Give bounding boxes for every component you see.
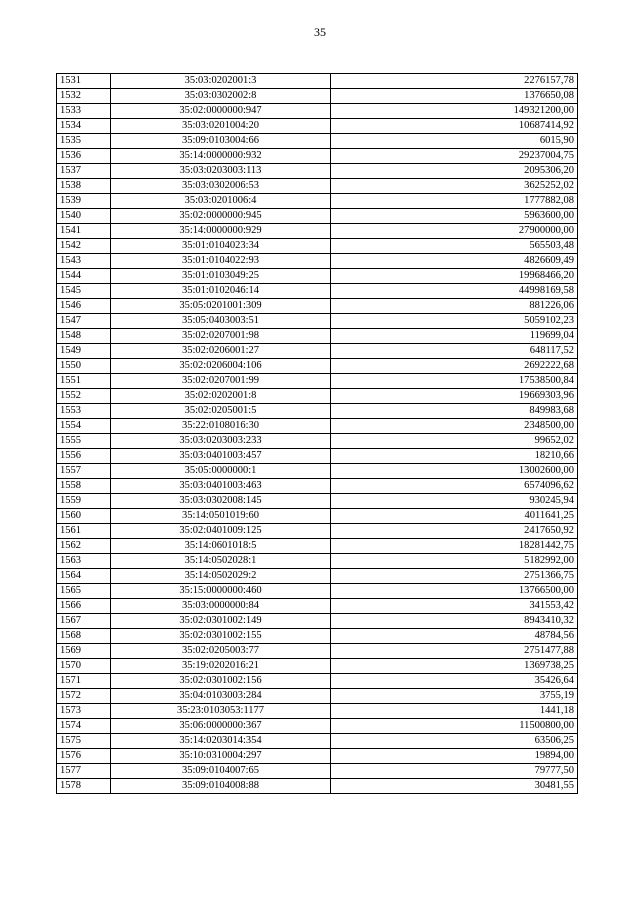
row-number-cell: 1558 — [57, 479, 111, 494]
row-number-cell: 1578 — [57, 779, 111, 794]
row-number-cell: 1551 — [57, 374, 111, 389]
table-row — [57, 524, 578, 539]
table-row — [57, 269, 578, 284]
row-number-cell: 1575 — [57, 734, 111, 749]
row-number-cell: 1577 — [57, 764, 111, 779]
row-number-cell: 1534 — [57, 119, 111, 134]
table-row — [57, 119, 578, 134]
table-row — [57, 329, 578, 344]
cadastral-number-cell: 35:01:0103049:25 — [111, 269, 331, 284]
cadastral-number-cell: 35:09:0103004:66 — [111, 134, 331, 149]
cadastral-value-cell: 1376650,08 — [331, 89, 578, 104]
cadastral-number-cell: 35:05:0201001:309 — [111, 299, 331, 314]
cadastral-number-cell: 35:01:0104022:93 — [111, 254, 331, 269]
cadastral-value-cell: 19894,00 — [331, 749, 578, 764]
row-number-cell: 1549 — [57, 344, 111, 359]
table-row — [57, 704, 578, 719]
cadastral-value-cell: 6574096,62 — [331, 479, 578, 494]
row-number-cell: 1574 — [57, 719, 111, 734]
cadastral-value-cell: 1441,18 — [331, 704, 578, 719]
table-row — [57, 359, 578, 374]
cadastral-number-cell: 35:02:0000000:945 — [111, 209, 331, 224]
row-number-cell: 1571 — [57, 674, 111, 689]
table-row — [57, 779, 578, 794]
page-number: 35 — [314, 25, 326, 39]
row-number-cell: 1543 — [57, 254, 111, 269]
cadastral-number-cell: 35:09:0104007:65 — [111, 764, 331, 779]
row-number-cell: 1553 — [57, 404, 111, 419]
cadastral-value-cell: 4011641,25 — [331, 509, 578, 524]
row-number-cell: 1560 — [57, 509, 111, 524]
cadastral-value-cell: 3755,19 — [331, 689, 578, 704]
table-row — [57, 629, 578, 644]
cadastral-number-cell: 35:02:0205001:5 — [111, 404, 331, 419]
cadastral-value-cell: 930245,94 — [331, 494, 578, 509]
table-row — [57, 734, 578, 749]
cadastral-value-cell: 2692222,68 — [331, 359, 578, 374]
table-row — [57, 569, 578, 584]
row-number-cell: 1542 — [57, 239, 111, 254]
table-row — [57, 89, 578, 104]
row-number-cell: 1563 — [57, 554, 111, 569]
row-number-cell: 1531 — [57, 74, 111, 89]
table-row — [57, 134, 578, 149]
table-row — [57, 284, 578, 299]
cadastral-value-cell: 149321200,00 — [331, 104, 578, 119]
cadastral-value-cell: 63506,25 — [331, 734, 578, 749]
cadastral-value-cell: 30481,55 — [331, 779, 578, 794]
cadastral-value-cell: 849983,68 — [331, 404, 578, 419]
row-number-cell: 1561 — [57, 524, 111, 539]
cadastral-number-cell: 35:04:0103003:284 — [111, 689, 331, 704]
cadastral-value-cell: 19669303,96 — [331, 389, 578, 404]
cadastral-number-cell: 35:02:0202001:8 — [111, 389, 331, 404]
table-row — [57, 164, 578, 179]
cadastral-number-cell: 35:03:0302002:8 — [111, 89, 331, 104]
row-number-cell: 1541 — [57, 224, 111, 239]
cadastral-number-cell: 35:02:0206001:27 — [111, 344, 331, 359]
table-row — [57, 344, 578, 359]
cadastral-number-cell: 35:02:0000000:947 — [111, 104, 331, 119]
table-row — [57, 254, 578, 269]
row-number-cell: 1569 — [57, 644, 111, 659]
cadastral-value-table — [56, 73, 578, 794]
table-row — [57, 494, 578, 509]
table-row — [57, 224, 578, 239]
table-row — [57, 674, 578, 689]
row-number-cell: 1538 — [57, 179, 111, 194]
cadastral-number-cell: 35:02:0401009:125 — [111, 524, 331, 539]
cadastral-value-cell: 29237004,75 — [331, 149, 578, 164]
table-row — [57, 719, 578, 734]
table-row — [57, 659, 578, 674]
row-number-cell: 1572 — [57, 689, 111, 704]
cadastral-number-cell: 35:02:0205003:77 — [111, 644, 331, 659]
cadastral-value-cell: 19968466,20 — [331, 269, 578, 284]
cadastral-value-cell: 881226,06 — [331, 299, 578, 314]
cadastral-number-cell: 35:14:0502028:1 — [111, 554, 331, 569]
cadastral-value-cell: 565503,48 — [331, 239, 578, 254]
cadastral-number-cell: 35:06:0000000:367 — [111, 719, 331, 734]
cadastral-value-cell: 2417650,92 — [331, 524, 578, 539]
cadastral-number-cell: 35:02:0301002:156 — [111, 674, 331, 689]
table-row — [57, 539, 578, 554]
cadastral-number-cell: 35:14:0000000:932 — [111, 149, 331, 164]
row-number-cell: 1536 — [57, 149, 111, 164]
row-number-cell: 1545 — [57, 284, 111, 299]
table-row — [57, 644, 578, 659]
table-row — [57, 179, 578, 194]
table-row — [57, 389, 578, 404]
row-number-cell: 1555 — [57, 434, 111, 449]
row-number-cell: 1552 — [57, 389, 111, 404]
cadastral-value-cell: 18281442,75 — [331, 539, 578, 554]
table-row — [57, 479, 578, 494]
table-row — [57, 509, 578, 524]
row-number-cell: 1556 — [57, 449, 111, 464]
cadastral-number-cell: 35:14:0501019:60 — [111, 509, 331, 524]
cadastral-number-cell: 35:14:0203014:354 — [111, 734, 331, 749]
row-number-cell: 1554 — [57, 419, 111, 434]
table-row — [57, 299, 578, 314]
cadastral-value-cell: 10687414,92 — [331, 119, 578, 134]
row-number-cell: 1535 — [57, 134, 111, 149]
cadastral-number-cell: 35:03:0202001:3 — [111, 74, 331, 89]
row-number-cell: 1540 — [57, 209, 111, 224]
cadastral-value-cell: 13766500,00 — [331, 584, 578, 599]
row-number-cell: 1576 — [57, 749, 111, 764]
row-number-cell: 1573 — [57, 704, 111, 719]
cadastral-number-cell: 35:09:0104008:88 — [111, 779, 331, 794]
row-number-cell: 1533 — [57, 104, 111, 119]
row-number-cell: 1547 — [57, 314, 111, 329]
cadastral-number-cell: 35:10:0310004:297 — [111, 749, 331, 764]
cadastral-value-cell: 13002600,00 — [331, 464, 578, 479]
row-number-cell: 1546 — [57, 299, 111, 314]
cadastral-value-cell: 8943410,32 — [331, 614, 578, 629]
table-row — [57, 599, 578, 614]
cadastral-value-cell: 3625252,02 — [331, 179, 578, 194]
cadastral-value-cell: 5182992,00 — [331, 554, 578, 569]
row-number-cell: 1550 — [57, 359, 111, 374]
cadastral-number-cell: 35:03:0401003:457 — [111, 449, 331, 464]
cadastral-value-cell: 1777882,08 — [331, 194, 578, 209]
row-number-cell: 1537 — [57, 164, 111, 179]
cadastral-value-cell: 5963600,00 — [331, 209, 578, 224]
table-row — [57, 209, 578, 224]
cadastral-value-cell: 35426,64 — [331, 674, 578, 689]
row-number-cell: 1557 — [57, 464, 111, 479]
cadastral-number-cell: 35:02:0206004:106 — [111, 359, 331, 374]
cadastral-value-cell: 79777,50 — [331, 764, 578, 779]
row-number-cell: 1564 — [57, 569, 111, 584]
cadastral-number-cell: 35:22:0108016:30 — [111, 419, 331, 434]
cadastral-number-cell: 35:03:0201006:4 — [111, 194, 331, 209]
table-row — [57, 449, 578, 464]
cadastral-value-cell: 341553,42 — [331, 599, 578, 614]
cadastral-number-cell: 35:14:0601018:5 — [111, 539, 331, 554]
cadastral-number-cell: 35:03:0302006:53 — [111, 179, 331, 194]
cadastral-number-cell: 35:19:0202016:21 — [111, 659, 331, 674]
table-row — [57, 749, 578, 764]
cadastral-value-cell: 6015,90 — [331, 134, 578, 149]
table-row — [57, 239, 578, 254]
cadastral-number-cell: 35:02:0301002:155 — [111, 629, 331, 644]
table-row — [57, 404, 578, 419]
row-number-cell: 1532 — [57, 89, 111, 104]
cadastral-number-cell: 35:03:0203003:113 — [111, 164, 331, 179]
cadastral-number-cell: 35:23:0103053:1177 — [111, 704, 331, 719]
table-row — [57, 419, 578, 434]
row-number-cell: 1566 — [57, 599, 111, 614]
cadastral-value-cell: 11500800,00 — [331, 719, 578, 734]
table-row — [57, 104, 578, 119]
table-row — [57, 689, 578, 704]
cadastral-value-cell: 99652,02 — [331, 434, 578, 449]
cadastral-number-cell: 35:05:0000000:1 — [111, 464, 331, 479]
cadastral-number-cell: 35:14:0502029:2 — [111, 569, 331, 584]
table-row — [57, 554, 578, 569]
row-number-cell: 1544 — [57, 269, 111, 284]
cadastral-number-cell: 35:15:0000000:460 — [111, 584, 331, 599]
cadastral-value-cell: 648117,52 — [331, 344, 578, 359]
table-body — [57, 74, 578, 794]
cadastral-number-cell: 35:03:0000000:84 — [111, 599, 331, 614]
table-row — [57, 434, 578, 449]
row-number-cell: 1562 — [57, 539, 111, 554]
cadastral-number-cell: 35:01:0102046:14 — [111, 284, 331, 299]
table-row — [57, 764, 578, 779]
cadastral-number-cell: 35:03:0201004:20 — [111, 119, 331, 134]
cadastral-number-cell: 35:03:0203003:233 — [111, 434, 331, 449]
cadastral-value-cell: 5059102,23 — [331, 314, 578, 329]
row-number-cell: 1565 — [57, 584, 111, 599]
cadastral-number-cell: 35:03:0302008:145 — [111, 494, 331, 509]
cadastral-value-cell: 2095306,20 — [331, 164, 578, 179]
cadastral-number-cell: 35:02:0207001:99 — [111, 374, 331, 389]
cadastral-value-cell: 2751366,75 — [331, 569, 578, 584]
table-row — [57, 149, 578, 164]
cadastral-value-cell: 48784,56 — [331, 629, 578, 644]
row-number-cell: 1559 — [57, 494, 111, 509]
table-row — [57, 464, 578, 479]
table-row — [57, 374, 578, 389]
cadastral-value-cell: 17538500,84 — [331, 374, 578, 389]
table-row — [57, 614, 578, 629]
row-number-cell: 1568 — [57, 629, 111, 644]
cadastral-number-cell: 35:05:0403003:51 — [111, 314, 331, 329]
table-row — [57, 74, 578, 89]
cadastral-value-cell: 1369738,25 — [331, 659, 578, 674]
cadastral-number-cell: 35:02:0207001:98 — [111, 329, 331, 344]
cadastral-value-cell: 18210,66 — [331, 449, 578, 464]
cadastral-number-cell: 35:02:0301002:149 — [111, 614, 331, 629]
table-row — [57, 194, 578, 209]
cadastral-number-cell: 35:03:0401003:463 — [111, 479, 331, 494]
row-number-cell: 1570 — [57, 659, 111, 674]
row-number-cell: 1567 — [57, 614, 111, 629]
table-row — [57, 584, 578, 599]
row-number-cell: 1548 — [57, 329, 111, 344]
cadastral-value-cell: 4826609,49 — [331, 254, 578, 269]
cadastral-value-cell: 119699,04 — [331, 329, 578, 344]
row-number-cell: 1539 — [57, 194, 111, 209]
cadastral-value-cell: 44998169,58 — [331, 284, 578, 299]
cadastral-value-cell: 2348500,00 — [331, 419, 578, 434]
cadastral-number-cell: 35:14:0000000:929 — [111, 224, 331, 239]
cadastral-number-cell: 35:01:0104023:34 — [111, 239, 331, 254]
table-row — [57, 314, 578, 329]
cadastral-value-cell: 2751477,88 — [331, 644, 578, 659]
cadastral-value-cell: 27900000,00 — [331, 224, 578, 239]
cadastral-value-cell: 2276157,78 — [331, 74, 578, 89]
